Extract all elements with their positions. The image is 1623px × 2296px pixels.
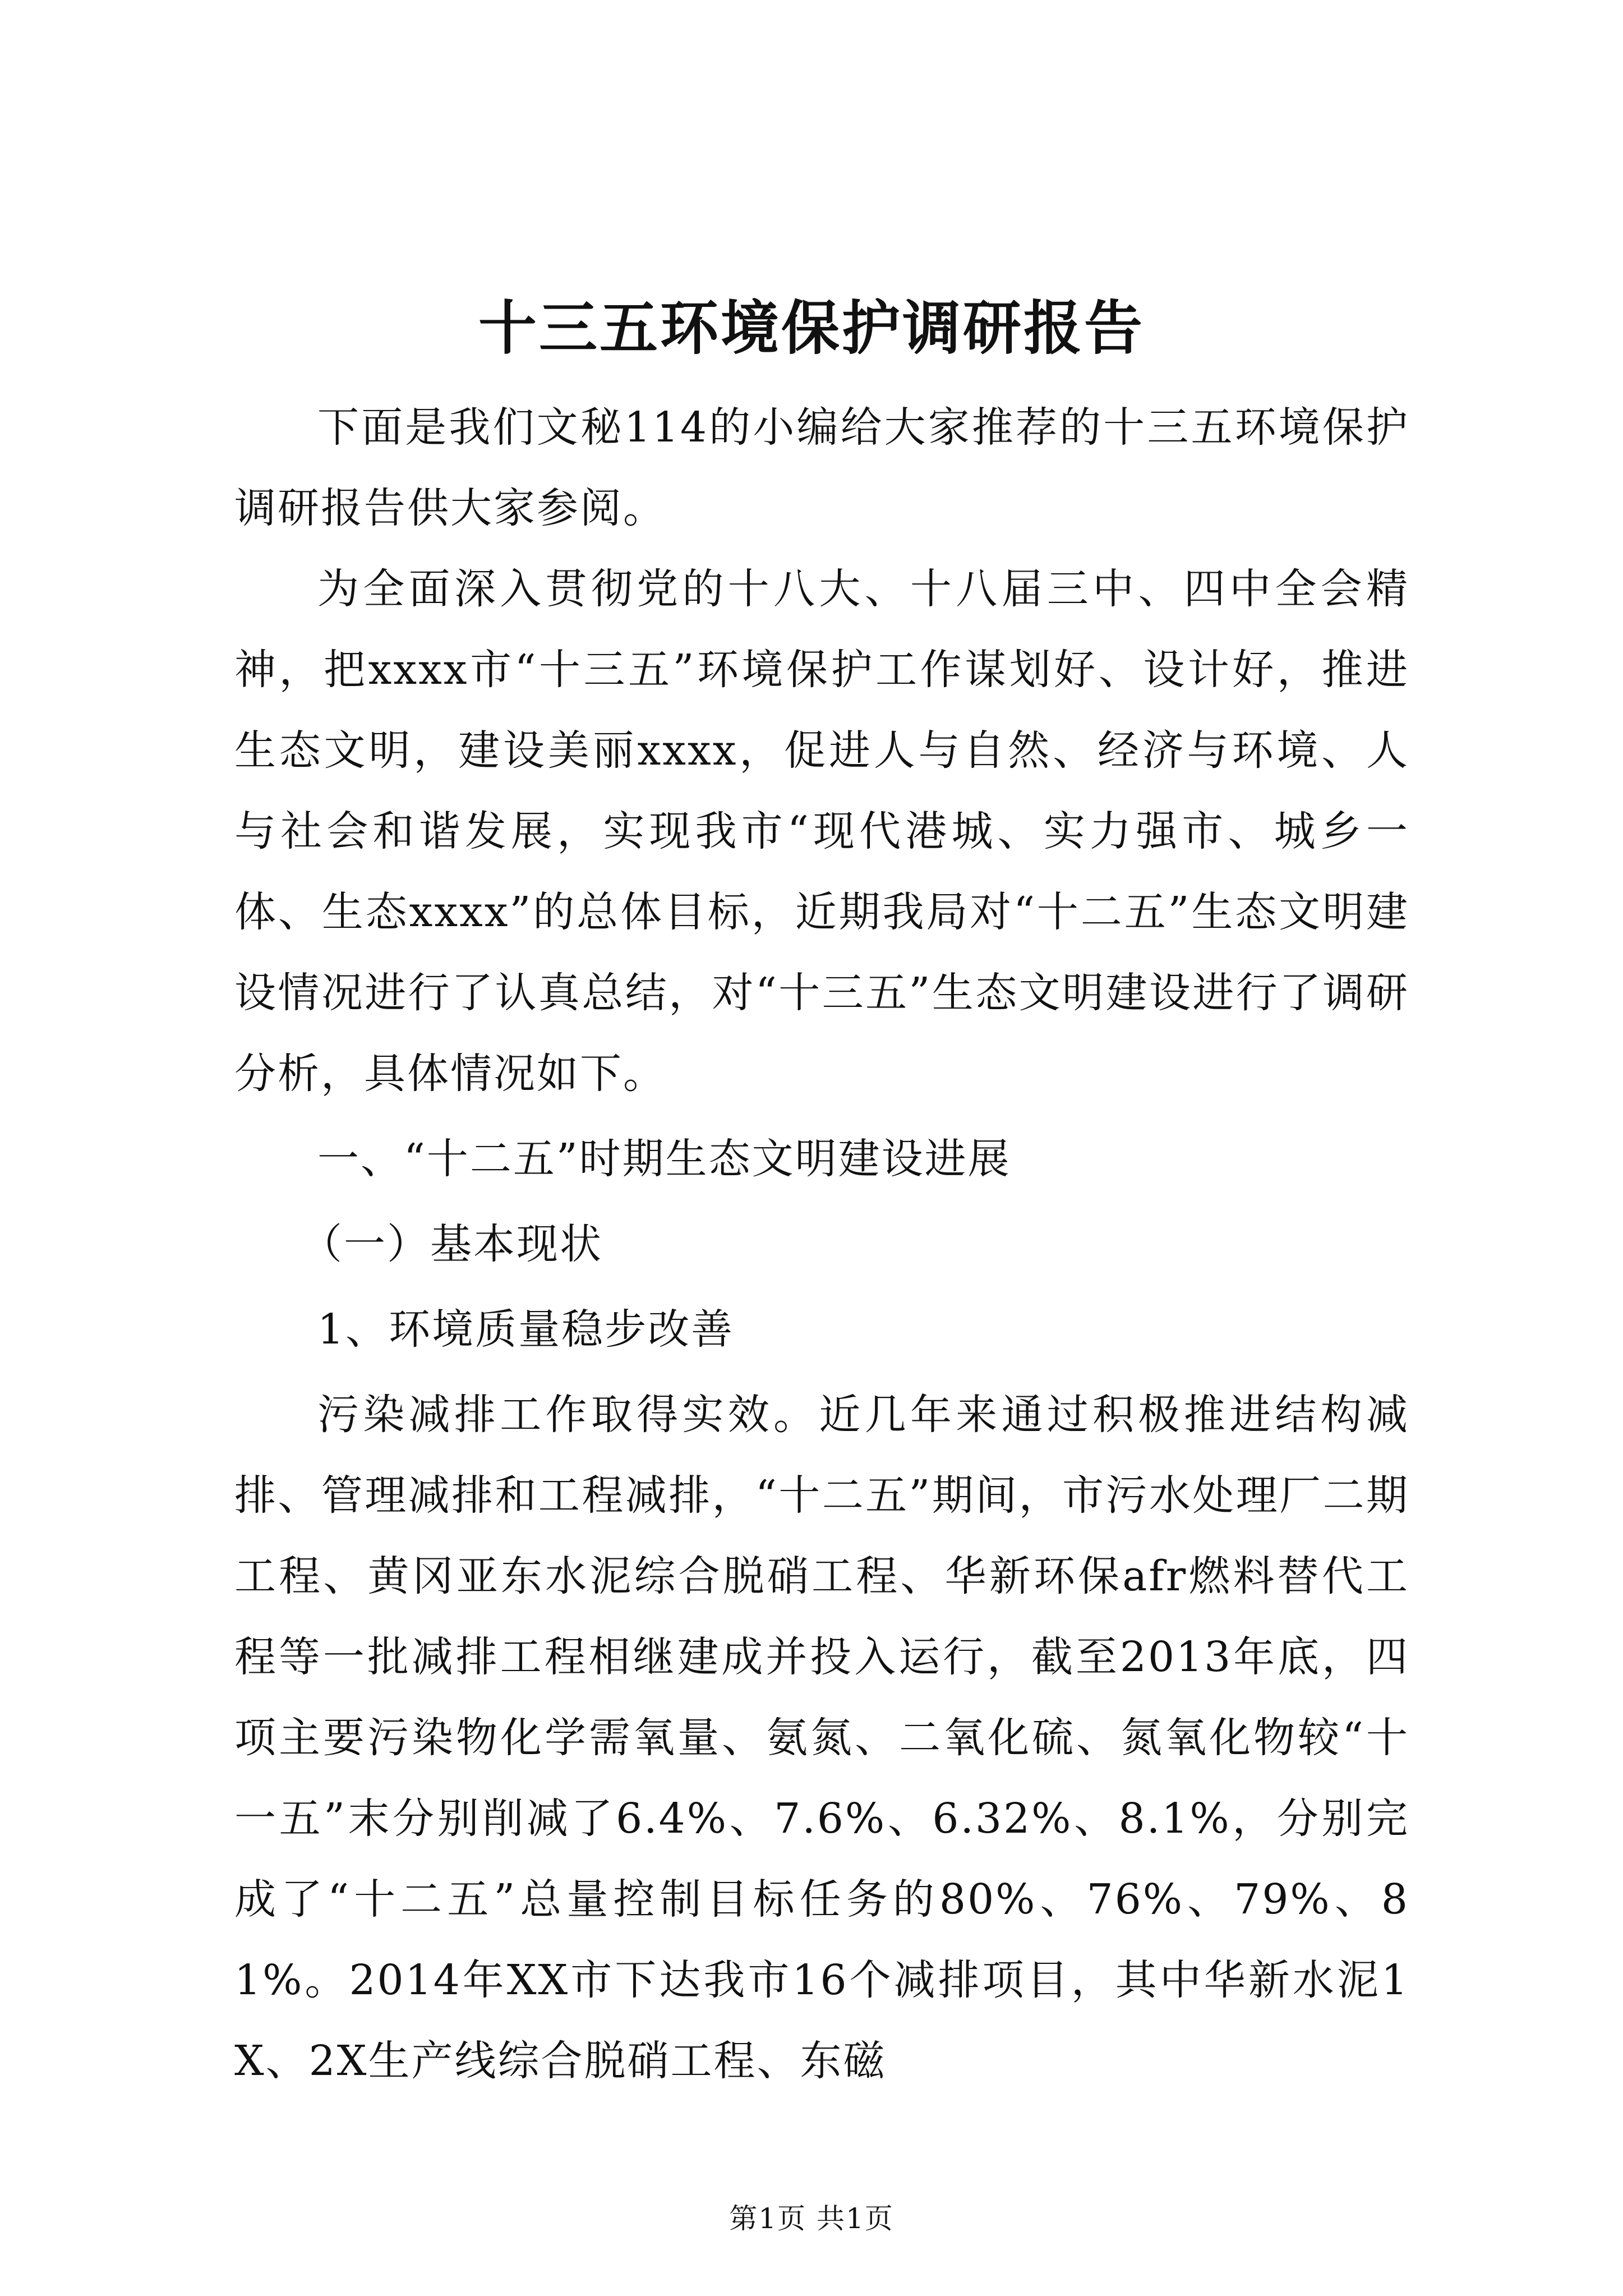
section-heading: 一、“十二五”时期生态文明建设进展 <box>317 1135 1011 1183</box>
background-paragraph: 为全面深入贯彻党的十八大、十八届三中、四中全会精神，把xxxx市“十三五”环境保护工作谋划好、设计好，推进生态文明，建设美丽xxxx，促进人与自然、经济与环境、人与社会和谐发展，实现我市“现代港城、实力强市、城乡一体、生态xxxx”的总体目标，近期我局对“十二五”生态文明建设情况进行了认真总结，对“十三五”生态文明建设进行了调研分析，具体情况如下。 <box>234 565 1409 1098</box>
body-paragraph: 污染减排工作取得实效。近几年来通过积极推进结构减排、管理减排和工程减排，“十二五”期间，市污水处理厂二期工程、黄冈亚东水泥综合脱硝工程、华新环保afr燃料替代工程等一批减排工程相继建成并投入运行，截至2013年底，四项主要污染物化学需氧量、氨氮、二氧化硫、氮氧化物较“十一五”末分别削减了6.4%、7.6%、6.32%、8.1%，分别完成了“十二五”总量控制目标任务的80%、76%、79%、81%。2014年XX市下达我市16个减排项目，其中华新水泥1X、2X生产线综合脱硝工程、东磁 <box>234 1391 1409 2085</box>
intro-paragraph: 下面是我们文秘114的小编给大家推荐的十三五环境保护调研报告供大家参阅。 <box>234 403 1409 532</box>
page-footer: 第1页 共1页 <box>729 2202 894 2235</box>
subsection-heading: （一）基本现状 <box>301 1220 603 1268</box>
document-title: 十三五环境保护调研报告 <box>478 293 1145 362</box>
item-heading: 1、环境质量稳步改善 <box>317 1305 735 1354</box>
document-body <box>234 387 1409 2101</box>
